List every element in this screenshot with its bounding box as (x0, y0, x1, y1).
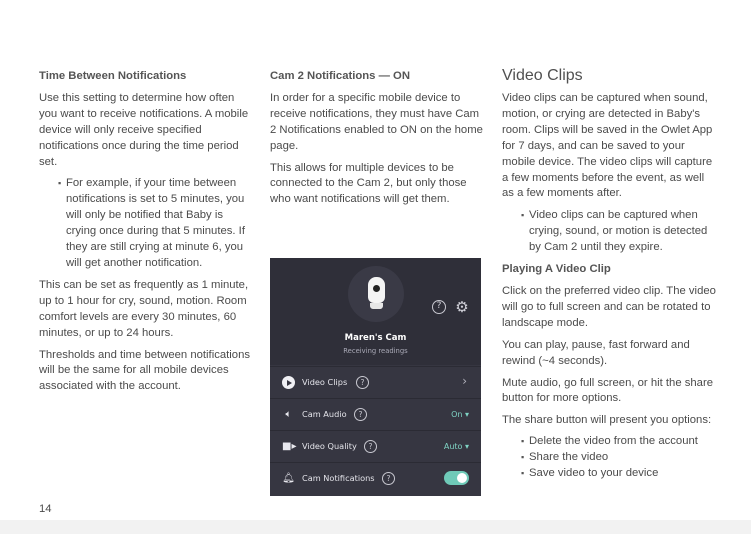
column-cam-notifications (270, 68, 485, 214)
column-time-between-notifications (39, 68, 254, 401)
section-title: Video Clips (502, 67, 583, 84)
camera-header (270, 258, 481, 365)
help-circle-icon[interactable]: ? (356, 376, 369, 389)
speaker-icon: 🔈︎ (285, 409, 292, 420)
row-video-clips[interactable] (270, 366, 481, 398)
page-number: 14 (39, 503, 52, 515)
section-heading: Time Between Notifications (39, 70, 187, 82)
row-cam-notifications[interactable] (270, 462, 481, 494)
app-screenshot (270, 258, 481, 496)
chevron-right-icon: › (462, 374, 467, 388)
row-label: Cam Audio (302, 409, 347, 419)
help-circle-icon[interactable]: ? (354, 408, 367, 421)
paragraph: This can be set as frequently as 1 minute, up to 1 hour for cry, sound, motion. Room comfort levels are every 30 minutes, 60 minutes, or up to 24 hours. (39, 278, 249, 339)
gear-icon[interactable]: ⚙ (455, 298, 469, 316)
toggle-knob (457, 473, 467, 483)
page-footer-strip (0, 520, 751, 534)
video-quality-select[interactable]: Auto ▾ (443, 442, 469, 451)
bullet-list (502, 208, 717, 256)
list-item: ▪ Share the video (502, 450, 717, 466)
paragraph: Mute audio, go full screen, or hit the share button for more options. (502, 376, 713, 405)
bullet-list (39, 176, 254, 271)
paragraph: You can play, pause, fast forward and rewind (~4 seconds). (502, 338, 690, 367)
cam-audio-select[interactable]: On ▾ (451, 410, 469, 419)
row-label: Cam Notifications (302, 473, 375, 483)
paragraph: The share button will present you options: (502, 414, 712, 427)
camera-base-icon (370, 303, 383, 309)
paragraph: Use this setting to determine how often you want to receive notifications. A mobile device will only receive specified notifications once during the time period set. (39, 91, 249, 168)
section-heading: Cam 2 Notifications — ON (270, 70, 410, 82)
share-options-list (502, 434, 717, 482)
camera-lens-icon (373, 285, 380, 292)
list-item: ▪ Video clips can be captured when crying, sound, or motion is detected by Cam 2 until they expire. (502, 208, 717, 256)
help-circle-icon[interactable]: ? (364, 440, 377, 453)
help-circle-icon[interactable]: ? (432, 300, 446, 314)
play-icon (282, 376, 295, 389)
subsection-heading: Playing A Video Clip (502, 263, 611, 276)
row-video-quality[interactable] (270, 430, 481, 462)
row-label: Video Quality (302, 441, 357, 451)
camera-status: Receiving readings (343, 347, 408, 355)
cam-notifications-toggle[interactable] (444, 471, 469, 485)
paragraph: Click on the preferred video clip. The video will go to full screen and can be rotated to landscape mode. (502, 284, 716, 329)
help-circle-icon[interactable]: ? (382, 472, 395, 485)
paragraph: Video clips can be captured when sound, motion, or crying are detected in Baby's room. Clips will be saved in the Owlet App for 7 days, and can be saved to your mobile device. The video clips will capture a few moments before the event, as well as a few moments after. (502, 92, 713, 200)
list-item: ▪ For example, if your time between notifications is set to 5 minutes, you will only be notified that Baby is crying once during that 5 minutes. If they are still crying at minute 6, you will get another notification. (39, 176, 254, 271)
row-cam-audio[interactable] (270, 398, 481, 430)
paragraph: Thresholds and time between notifications will be the same for all mobile devices associated with the account. (39, 348, 250, 393)
video-camera-icon: ■▸ (282, 441, 297, 452)
row-label: Video Clips (302, 377, 348, 387)
list-item: ▪ Delete the video from the account (502, 434, 717, 450)
list-item: ▪ Save video to your device (502, 466, 717, 482)
paragraph: In order for a specific mobile device to receive notifications, they must have Cam 2 Notifications enabled to ON on the home page. (270, 91, 483, 152)
bell-icon: 🔔︎ (282, 473, 295, 484)
camera-name: Maren's Cam (344, 333, 407, 343)
column-video-clips (502, 68, 717, 488)
paragraph: This allows for multiple devices to be connected to the Cam 2, but only those who want notifications will get them. (270, 161, 467, 206)
